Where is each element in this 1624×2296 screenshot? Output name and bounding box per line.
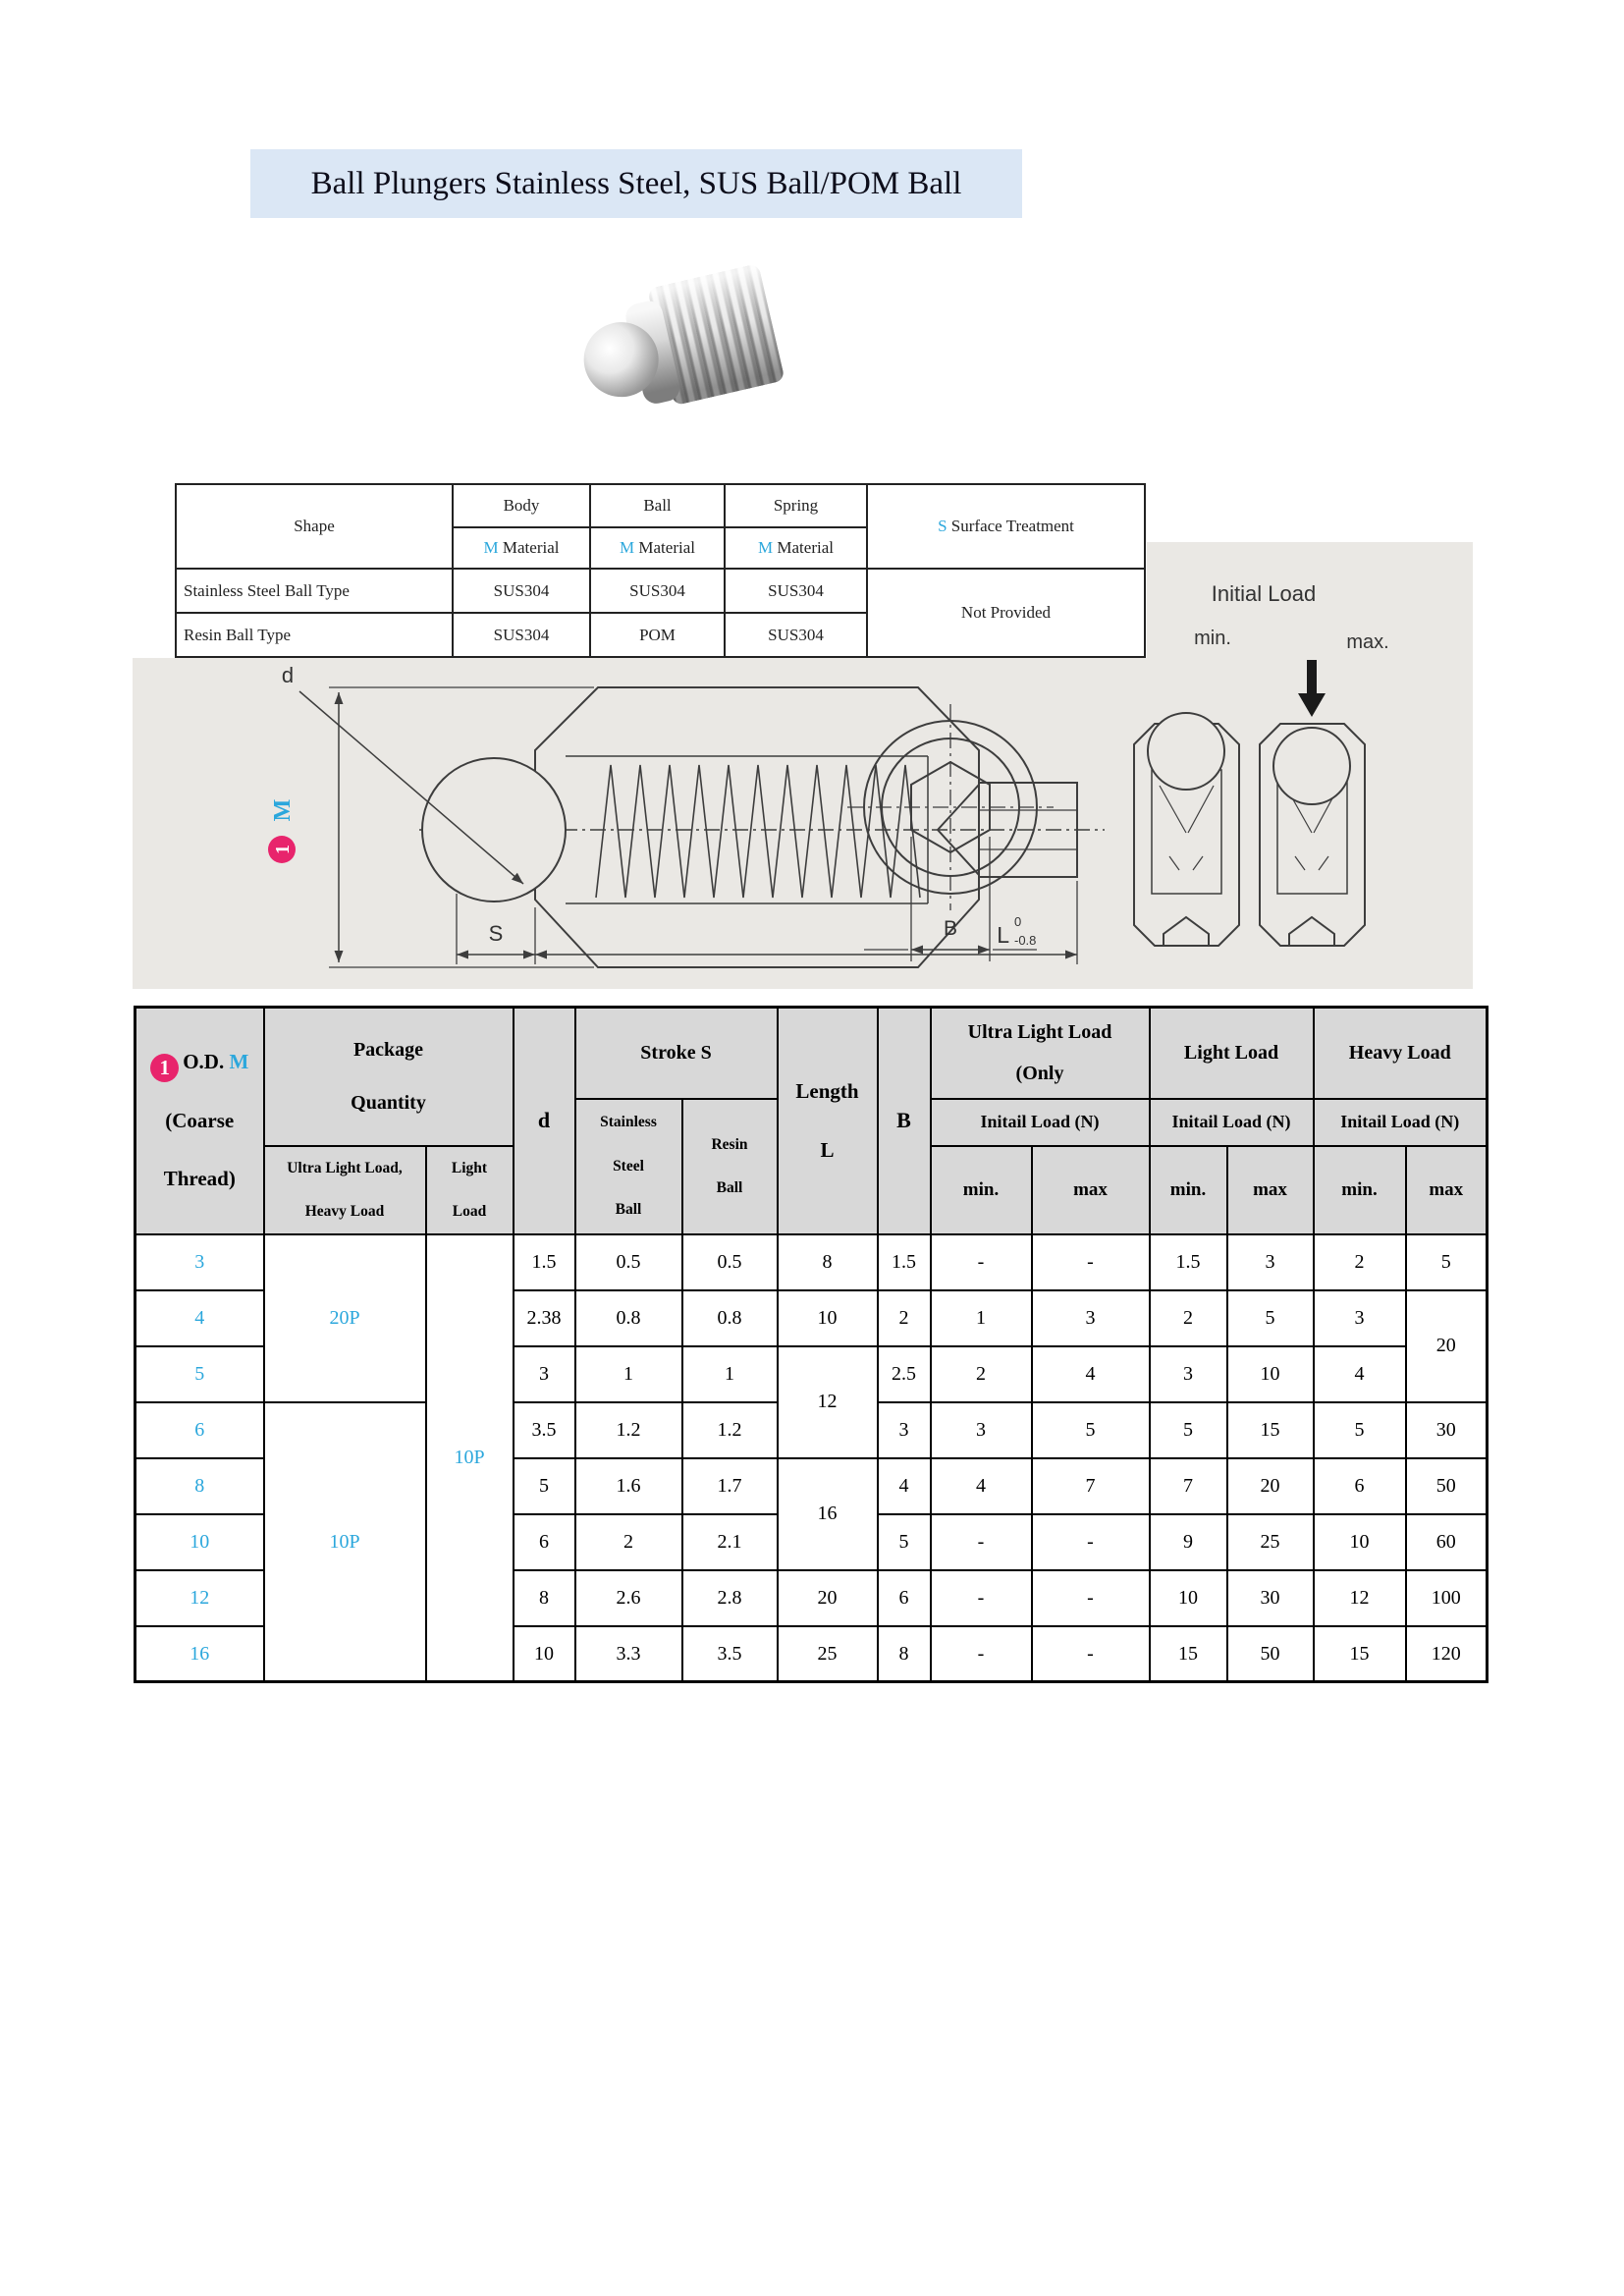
cell-ll-min: 10 bbox=[1150, 1570, 1227, 1626]
materials-cell: SUS304 bbox=[590, 569, 725, 613]
od-line2: (Coarse bbox=[165, 1108, 235, 1132]
cell-ul-min: 1 bbox=[931, 1290, 1032, 1346]
cell-ll-min: 5 bbox=[1150, 1402, 1227, 1458]
cell-ul-max: 7 bbox=[1032, 1458, 1150, 1514]
header-d: d bbox=[514, 1008, 575, 1234]
cell-od: 16 bbox=[135, 1626, 264, 1682]
cell-od: 6 bbox=[135, 1402, 264, 1458]
header-package-quantity bbox=[264, 1008, 514, 1146]
header-min: min. bbox=[1314, 1146, 1406, 1234]
cell-stroke-ss: 1.2 bbox=[575, 1402, 682, 1458]
cell-ll-max: 25 bbox=[1227, 1514, 1314, 1570]
table-row bbox=[135, 1234, 1488, 1290]
materials-row-shape: Stainless Steel Ball Type bbox=[176, 569, 453, 613]
cell-od: 10 bbox=[135, 1514, 264, 1570]
header-pkg-ulhl bbox=[264, 1146, 426, 1234]
material-prefix: M bbox=[620, 538, 635, 557]
cell-d: 1.5 bbox=[514, 1234, 575, 1290]
cell-ul-min: - bbox=[931, 1626, 1032, 1682]
cell-ul-max: - bbox=[1032, 1570, 1150, 1626]
cell-hl-min: 5 bbox=[1314, 1402, 1406, 1458]
cell-package-ulhl: 20P bbox=[264, 1234, 426, 1402]
resin-line2: Ball bbox=[716, 1178, 743, 1196]
cell-b: 2.5 bbox=[878, 1346, 931, 1402]
initial-load-label: Initial Load bbox=[1211, 581, 1317, 606]
product-photo bbox=[572, 253, 788, 420]
cell-hl-min: 4 bbox=[1314, 1346, 1406, 1402]
cell-ul-max: - bbox=[1032, 1626, 1150, 1682]
cell-od: 4 bbox=[135, 1290, 264, 1346]
package-line2: Quantity bbox=[351, 1092, 426, 1115]
cell-package-ulhl: 10P bbox=[264, 1402, 426, 1682]
header-initial-load-hl: Initail Load (N) bbox=[1314, 1099, 1488, 1146]
cell-d: 2.38 bbox=[514, 1290, 575, 1346]
materials-col-body: Body bbox=[453, 484, 590, 527]
header-initial-load-ll: Initail Load (N) bbox=[1150, 1099, 1314, 1146]
header-heavy-load: Heavy Load bbox=[1314, 1008, 1488, 1099]
cell-stroke-resin: 2.8 bbox=[682, 1570, 778, 1626]
material-prefix: M bbox=[758, 538, 774, 557]
max-label: max. bbox=[1346, 631, 1389, 653]
ull-line1: Ultra Light Load bbox=[967, 1021, 1112, 1044]
cell-ul-min: - bbox=[931, 1570, 1032, 1626]
cell-stroke-ss: 2 bbox=[575, 1514, 682, 1570]
cell-ul-max: 5 bbox=[1032, 1402, 1150, 1458]
header-ultra-light-load bbox=[931, 1008, 1150, 1099]
materials-cell: SUS304 bbox=[725, 569, 867, 613]
material-word: Material bbox=[502, 538, 560, 557]
materials-cell: SUS304 bbox=[453, 569, 590, 613]
cell-ul-min: - bbox=[931, 1514, 1032, 1570]
l-tolerance-lower: -0.8 bbox=[1014, 933, 1037, 948]
cell-d: 5 bbox=[514, 1458, 575, 1514]
cell-ll-max: 20 bbox=[1227, 1458, 1314, 1514]
length-line2: L bbox=[820, 1138, 835, 1163]
cell-stroke-ss: 3.3 bbox=[575, 1626, 682, 1682]
cell-d: 3 bbox=[514, 1346, 575, 1402]
cell-od: 3 bbox=[135, 1234, 264, 1290]
materials-col-ball: Ball bbox=[590, 484, 725, 527]
cell-stroke-ss: 2.6 bbox=[575, 1570, 682, 1626]
header-b: B bbox=[878, 1008, 931, 1234]
cell-ll-min: 1.5 bbox=[1150, 1234, 1227, 1290]
package-line1: Package bbox=[352, 1039, 424, 1062]
header-stroke-resin bbox=[682, 1099, 778, 1234]
cell-od: 5 bbox=[135, 1346, 264, 1402]
cell-b: 1.5 bbox=[878, 1234, 931, 1290]
ball bbox=[422, 758, 566, 902]
cell-stroke-ss: 0.8 bbox=[575, 1290, 682, 1346]
resin-line1: Resin bbox=[711, 1135, 748, 1153]
cell-stroke-resin: 0.8 bbox=[682, 1290, 778, 1346]
cell-b: 2 bbox=[878, 1290, 931, 1346]
m-dimension-label: M bbox=[270, 798, 296, 822]
cell-b: 6 bbox=[878, 1570, 931, 1626]
header-min: min. bbox=[931, 1146, 1032, 1234]
cell-hl-max: 20 bbox=[1406, 1290, 1488, 1402]
header-light-load: Light Load bbox=[1150, 1008, 1314, 1099]
header-stroke-ss bbox=[575, 1099, 682, 1234]
diagram-bg-main bbox=[133, 658, 1473, 989]
ss-line2: Steel bbox=[613, 1157, 644, 1175]
cell-hl-min: 2 bbox=[1314, 1234, 1406, 1290]
page-title: Ball Plungers Stainless Steel, SUS Ball/POM Ball bbox=[310, 165, 962, 201]
cell-hl-max: 30 bbox=[1406, 1402, 1488, 1458]
materials-surface-value: Not Provided bbox=[867, 569, 1145, 657]
cell-hl-max: 100 bbox=[1406, 1570, 1488, 1626]
spec-table bbox=[134, 1006, 1489, 1683]
cell-b: 4 bbox=[878, 1458, 931, 1514]
cell-ll-max: 10 bbox=[1227, 1346, 1314, 1402]
materials-shape-header: Shape bbox=[176, 484, 453, 569]
header-max: max bbox=[1406, 1146, 1488, 1234]
materials-row-shape: Resin Ball Type bbox=[176, 613, 453, 657]
cell-stroke-resin: 1.2 bbox=[682, 1402, 778, 1458]
cell-d: 10 bbox=[514, 1626, 575, 1682]
cell-length: 20 bbox=[778, 1570, 878, 1626]
material-prefix: M bbox=[483, 538, 499, 557]
header-od bbox=[135, 1008, 264, 1234]
cell-hl-max: 5 bbox=[1406, 1234, 1488, 1290]
materials-cell: SUS304 bbox=[725, 613, 867, 657]
cell-ul-max: - bbox=[1032, 1234, 1150, 1290]
cell-ul-min: - bbox=[931, 1234, 1032, 1290]
cell-ul-min: 4 bbox=[931, 1458, 1032, 1514]
m-badge-number: 1 bbox=[272, 845, 294, 854]
ball bbox=[1273, 728, 1350, 804]
header-max: max bbox=[1032, 1146, 1150, 1234]
cell-package-ll: 10P bbox=[426, 1234, 514, 1682]
material-word: Material bbox=[638, 538, 695, 557]
cell-b: 3 bbox=[878, 1402, 931, 1458]
cell-ul-min: 3 bbox=[931, 1402, 1032, 1458]
cell-ll-min: 15 bbox=[1150, 1626, 1227, 1682]
cell-length: 12 bbox=[778, 1346, 878, 1458]
technical-drawing bbox=[133, 542, 1473, 989]
pkg-ulhl-line1: Ultra Light Load, bbox=[287, 1159, 403, 1176]
cell-stroke-resin: 3.5 bbox=[682, 1626, 778, 1682]
cell-length: 25 bbox=[778, 1626, 878, 1682]
b-label: B bbox=[943, 917, 958, 940]
od-line3: Thread) bbox=[163, 1167, 236, 1191]
cell-hl-max: 120 bbox=[1406, 1626, 1488, 1682]
circled-1-icon: 1 bbox=[150, 1054, 179, 1082]
cell-ll-min: 3 bbox=[1150, 1346, 1227, 1402]
cell-hl-min: 10 bbox=[1314, 1514, 1406, 1570]
cell-stroke-resin: 1 bbox=[682, 1346, 778, 1402]
header-max: max bbox=[1227, 1146, 1314, 1234]
cell-stroke-resin: 1.7 bbox=[682, 1458, 778, 1514]
cell-hl-min: 15 bbox=[1314, 1626, 1406, 1682]
od-m: M bbox=[229, 1049, 249, 1073]
header-min: min. bbox=[1150, 1146, 1227, 1234]
ball bbox=[1148, 713, 1224, 790]
cell-hl-min: 6 bbox=[1314, 1458, 1406, 1514]
header-length bbox=[778, 1008, 878, 1234]
cell-hl-min: 12 bbox=[1314, 1570, 1406, 1626]
cell-ul-max: - bbox=[1032, 1514, 1150, 1570]
header-stroke: Stroke S bbox=[575, 1008, 778, 1099]
pkg-ll-line1: Light bbox=[451, 1159, 488, 1176]
cell-hl-min: 3 bbox=[1314, 1290, 1406, 1346]
cell-length: 16 bbox=[778, 1458, 878, 1570]
cell-ul-max: 3 bbox=[1032, 1290, 1150, 1346]
cell-ll-min: 2 bbox=[1150, 1290, 1227, 1346]
materials-col-spring: Spring bbox=[725, 484, 867, 527]
cell-od: 12 bbox=[135, 1570, 264, 1626]
cell-d: 3.5 bbox=[514, 1402, 575, 1458]
cell-ll-max: 3 bbox=[1227, 1234, 1314, 1290]
cell-length: 8 bbox=[778, 1234, 878, 1290]
min-label: min. bbox=[1194, 628, 1231, 649]
surface-word: Surface Treatment bbox=[950, 517, 1074, 535]
cell-stroke-resin: 0.5 bbox=[682, 1234, 778, 1290]
cell-od: 8 bbox=[135, 1458, 264, 1514]
ss-line3: Ball bbox=[615, 1200, 642, 1218]
l-tolerance-upper: 0 bbox=[1014, 914, 1022, 929]
length-line1: Length bbox=[795, 1078, 859, 1103]
cell-ll-max: 50 bbox=[1227, 1626, 1314, 1682]
cell-ll-max: 30 bbox=[1227, 1570, 1314, 1626]
cell-b: 5 bbox=[878, 1514, 931, 1570]
pkg-ll-line2: Load bbox=[452, 1202, 487, 1220]
materials-cell: SUS304 bbox=[453, 613, 590, 657]
cell-ll-max: 15 bbox=[1227, 1402, 1314, 1458]
s-label: S bbox=[488, 921, 504, 946]
cell-ul-min: 2 bbox=[931, 1346, 1032, 1402]
cell-ll-min: 7 bbox=[1150, 1458, 1227, 1514]
cell-hl-max: 50 bbox=[1406, 1458, 1488, 1514]
cell-stroke-ss: 1.6 bbox=[575, 1458, 682, 1514]
header-initial-load-ul: Initail Load (N) bbox=[931, 1099, 1150, 1146]
cell-stroke-resin: 2.1 bbox=[682, 1514, 778, 1570]
cell-hl-max: 60 bbox=[1406, 1514, 1488, 1570]
pkg-ulhl-line2: Heavy Load bbox=[304, 1202, 385, 1220]
cell-d: 6 bbox=[514, 1514, 575, 1570]
cell-length: 10 bbox=[778, 1290, 878, 1346]
cell-ll-min: 9 bbox=[1150, 1514, 1227, 1570]
od-label: O.D. bbox=[183, 1049, 225, 1073]
cell-stroke-ss: 0.5 bbox=[575, 1234, 682, 1290]
cell-stroke-ss: 1 bbox=[575, 1346, 682, 1402]
materials-cell: POM bbox=[590, 613, 725, 657]
l-label: L bbox=[997, 922, 1009, 948]
product-photo-rotated bbox=[557, 231, 805, 442]
cell-d: 8 bbox=[514, 1570, 575, 1626]
cell-b: 8 bbox=[878, 1626, 931, 1682]
surface-prefix: S bbox=[938, 517, 947, 535]
ss-line1: Stainless bbox=[600, 1114, 657, 1131]
header-pkg-ll bbox=[426, 1146, 514, 1234]
ull-line2: (Only bbox=[1015, 1063, 1064, 1085]
cell-ll-max: 5 bbox=[1227, 1290, 1314, 1346]
d-label: d bbox=[281, 663, 295, 687]
material-word: Material bbox=[777, 538, 834, 557]
page-title-bar bbox=[250, 149, 1022, 218]
cell-ul-max: 4 bbox=[1032, 1346, 1150, 1402]
